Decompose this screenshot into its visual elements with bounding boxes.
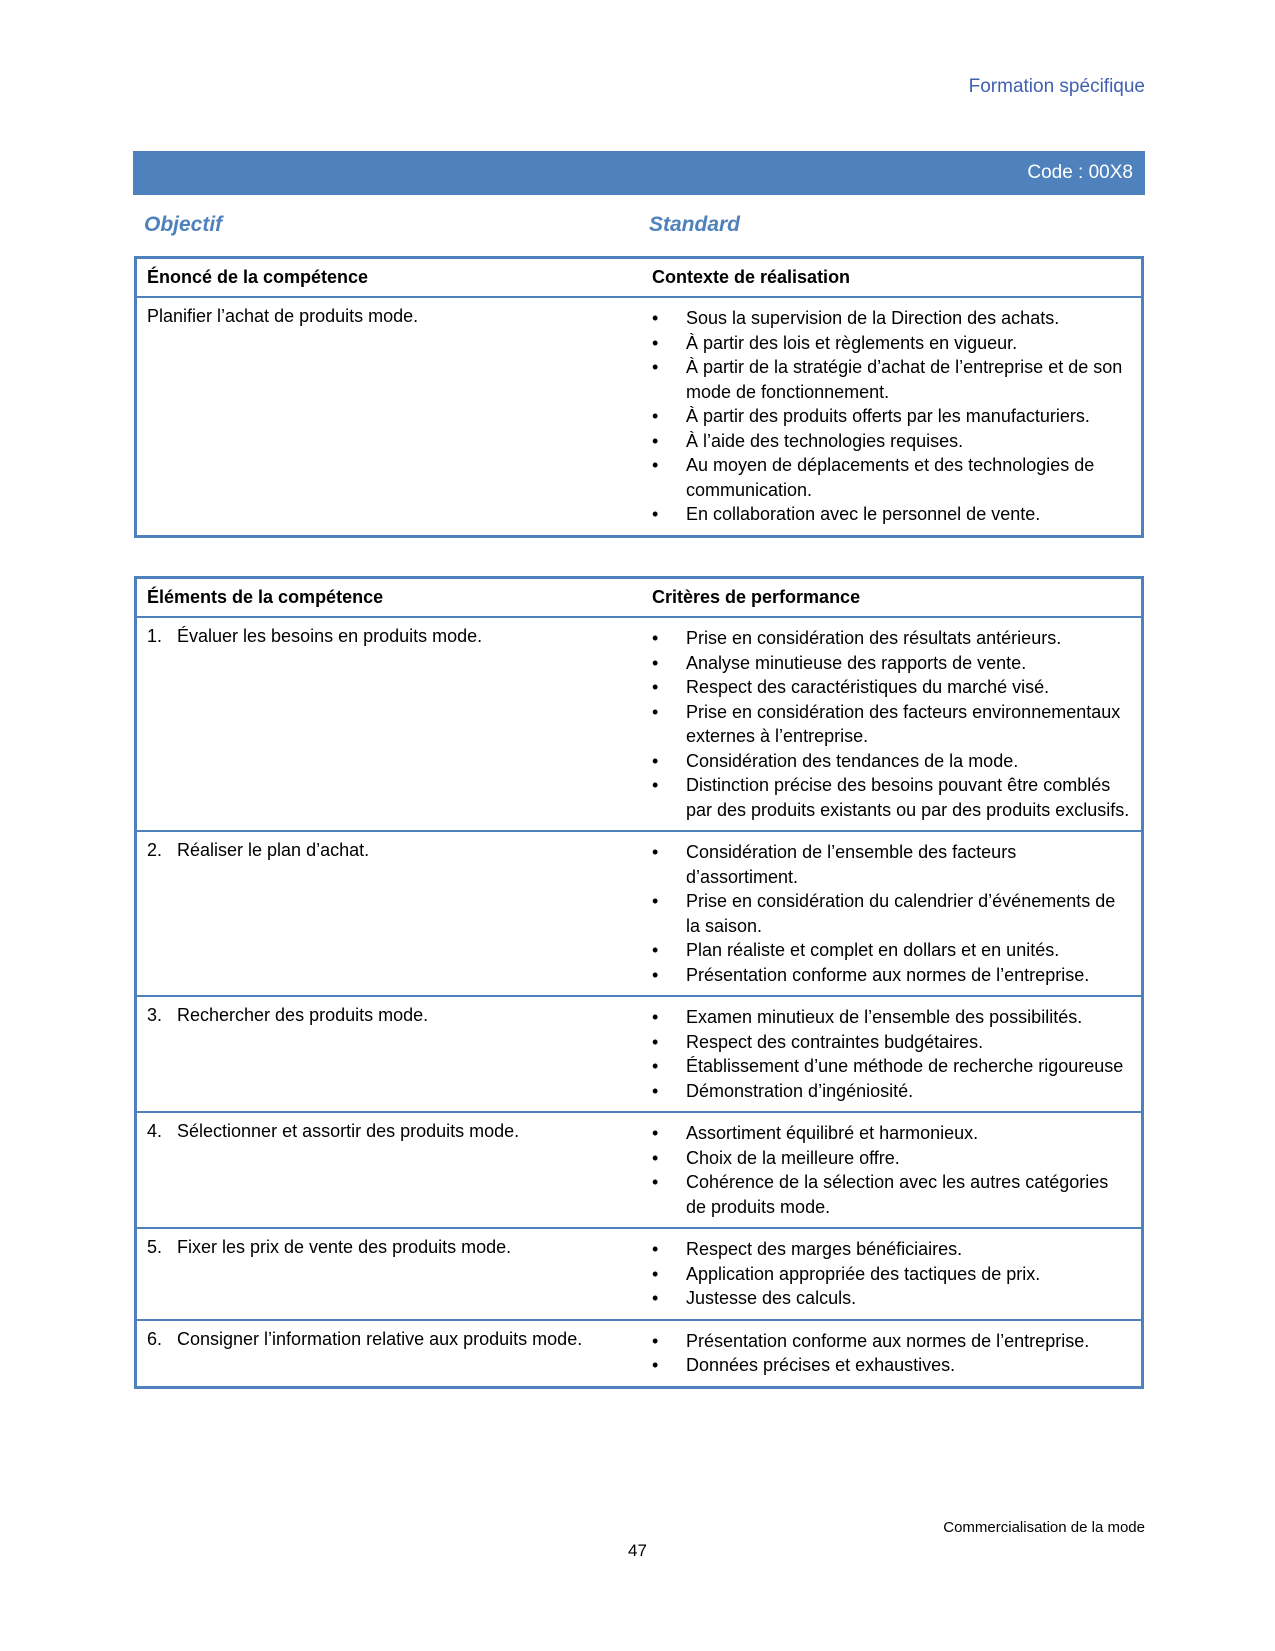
element-number: 4. [147,1121,163,1141]
critere-item: • Respect des contraintes budgétaires. [652,1030,1131,1055]
standard-label: Standard [649,213,741,236]
element-item [147,1237,632,1258]
contexte-item: • À partir des produits offerts par les manufacturiers. [652,404,1131,429]
criteres-cell [642,1320,1143,1388]
competency-elements-table [134,576,1144,1389]
competency-statement-table [134,256,1144,538]
element-row [136,996,1143,1112]
element-item [147,840,632,861]
criteres-list [652,626,1131,822]
element-text: Sélectionner et assortir des produits mode. [177,1121,520,1141]
element-item [147,1005,632,1026]
critere-item: • Cohérence de la sélection avec les autres catégories de produits mode. [652,1170,1131,1219]
element-text: Évaluer les besoins en produits mode. [177,626,483,646]
contexte-item: • À partir de la stratégie d’achat de l’entreprise et de son mode de fonctionnement. [652,355,1131,404]
element-text: Fixer les prix de vente des produits mode. [177,1237,512,1257]
contexte-item: • À l’aide des technologies requises. [652,429,1131,454]
element-number: 6. [147,1328,163,1349]
critere-item: • Prise en considération des facteurs environnementaux externes à l’entreprise. [652,700,1131,749]
critere-item: • Prise en considération des résultats antérieurs. [652,626,1131,651]
critere-item: • Présentation conforme aux normes de l’entreprise. [652,1329,1131,1354]
element-number: 1. [147,626,163,646]
critere-item: • Considération des tendances de la mode. [652,749,1131,774]
element-number: 5. [147,1237,163,1257]
criteres-cell [642,996,1143,1112]
col-header-enonce: Énoncé de la compétence [147,267,369,287]
criteres-list [652,1237,1131,1311]
page-number: 47 [628,1541,647,1560]
competency-statement: Planifier l’achat de produits mode. [136,297,643,536]
critere-item: • Prise en considération du calendrier d’événements de la saison. [652,889,1131,938]
element-text: Réaliser le plan d’achat. [177,840,370,860]
criteres-list [652,1329,1131,1378]
objectif-label: Objectif [144,213,223,236]
element-item [147,1121,632,1142]
contexte-item: • Au moyen de déplacements et des technologies de communication. [652,453,1131,502]
criteres-list [652,1005,1131,1103]
critere-item: • Démonstration d’ingéniosité. [652,1079,1131,1104]
element-item [147,626,632,647]
critere-item: • Application appropriée des tactiques de prix. [652,1262,1131,1287]
contexte-item: • À partir des lois et règlements en vigueur. [652,331,1131,356]
criteres-cell [642,1228,1143,1320]
element-cell [136,996,643,1112]
critere-item: • Établissement d’une méthode de recherche rigoureuse [652,1054,1131,1079]
critere-item: • Considération de l’ensemble des facteurs d’assortiment. [652,840,1131,889]
contexte-item: • Sous la supervision de la Direction des achats. [652,306,1131,331]
critere-item: • Assortiment équilibré et harmonieux. [652,1121,1131,1146]
criteres-list [652,840,1131,987]
critere-item: • Analyse minutieuse des rapports de vente. [652,651,1131,676]
element-item [147,1329,632,1350]
col-header-contexte: Contexte de réalisation [652,267,851,287]
element-text: Consigner l’information relative aux produits mode. [177,1328,583,1349]
criteres-list [652,1121,1131,1219]
element-number: 2. [147,840,163,860]
critere-item: • Plan réaliste et complet en dollars et en unités. [652,938,1131,963]
critere-item: • Justesse des calculs. [652,1286,1131,1311]
element-text: Rechercher des produits mode. [177,1005,429,1025]
criteres-cell [642,617,1143,831]
critere-item: • Respect des marges bénéficiaires. [652,1237,1131,1262]
critere-item: • Distinction précise des besoins pouvant être comblés par des produits existants ou par des produits exclusifs. [652,773,1131,822]
footer-program: Commercialisation de la mode [943,1519,1145,1536]
element-number: 3. [147,1005,163,1025]
element-row [136,617,1143,831]
document-header-title: Formation spécifique [968,76,1145,97]
contexte-item: • En collaboration avec le personnel de vente. [652,502,1131,527]
element-cell [136,1320,643,1388]
critere-item: • Examen minutieux de l’ensemble des possibilités. [652,1005,1131,1030]
critere-item: • Données précises et exhaustives. [652,1353,1131,1378]
contexte-list [652,306,1131,527]
col-header-criteres: Critères de performance [652,587,861,607]
critere-item: • Présentation conforme aux normes de l’entreprise. [652,963,1131,988]
code-bar [133,151,1145,195]
element-row [136,1228,1143,1320]
contexte-cell [642,297,1143,536]
competency-code: Code : 00X8 [1027,162,1133,183]
element-row [136,1112,1143,1228]
critere-item: • Respect des caractéristiques du marché visé. [652,675,1131,700]
element-cell [136,1228,643,1320]
element-cell [136,617,643,831]
element-cell [136,1112,643,1228]
criteres-cell [642,1112,1143,1228]
element-row [136,831,1143,996]
criteres-cell [642,831,1143,996]
element-row [136,1320,1143,1388]
critere-item: • Choix de la meilleure offre. [652,1146,1131,1171]
element-cell [136,831,643,996]
col-header-elements: Éléments de la compétence [147,587,384,607]
